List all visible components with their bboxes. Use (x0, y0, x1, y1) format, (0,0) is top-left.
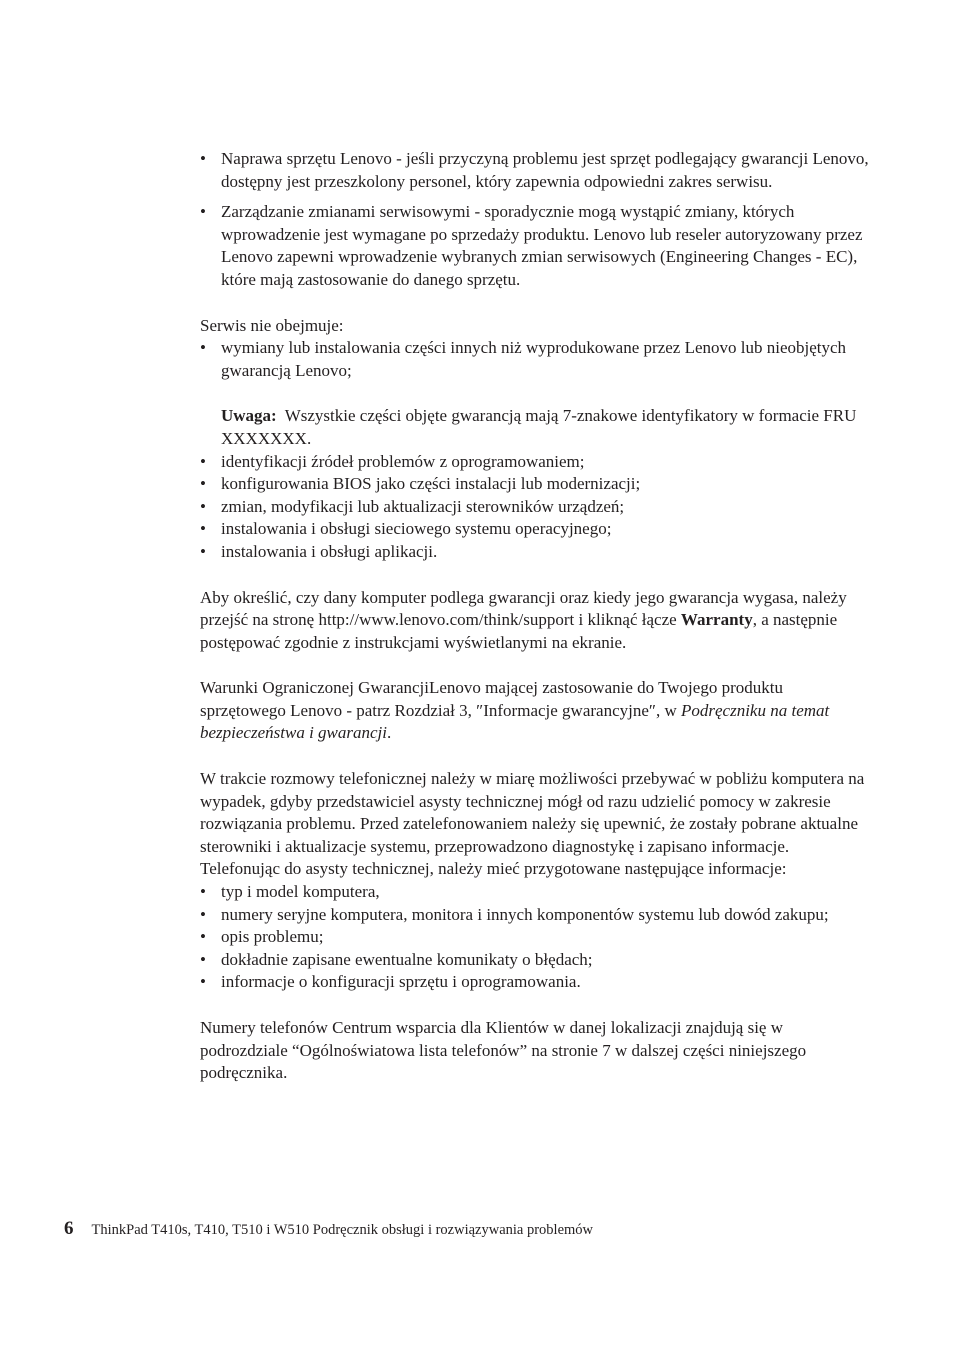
terms-text-after: . (386, 723, 392, 743)
list-item (200, 201, 872, 291)
not-covered-list (200, 451, 872, 564)
list-item (200, 337, 872, 382)
bullet-icon: • (200, 972, 206, 992)
list-item-text: dokładnie zapisane ewentualne komunikaty o błędach; (221, 949, 593, 969)
page-content (200, 148, 872, 1085)
list-item (200, 949, 872, 972)
bullet-icon: • (200, 882, 206, 902)
warranty-text-before: Aby określić, czy dany komputer podlega gwarancji oraz kiedy jego gwarancja wygasa, należy przejść na stronę http://www.lenovo.com/think/support i kliknąć łącze (200, 587, 847, 630)
terms-book-title: Podręczniku na temat bezpieczeństwa i gwarancji (200, 700, 830, 743)
bullet-icon: • (200, 474, 206, 494)
list-item (200, 518, 872, 541)
bullet-icon: • (200, 541, 206, 561)
list-item (200, 496, 872, 519)
bullet-icon: • (200, 519, 206, 539)
call-info-list (200, 881, 872, 994)
bullet-icon: • (200, 496, 206, 516)
warranty-text-after: , a następnie postępować zgodnie z instrukcjami wyświetlanymi na ekranie. (200, 610, 838, 652)
list-item (200, 148, 872, 193)
terms-paragraph (200, 677, 872, 745)
page-number: 6 (64, 1218, 74, 1239)
list-item (200, 904, 872, 927)
footer-title: ThinkPad T410s, T410, T510 i W510 Podręcznik obsługi i rozwiązywania problemów (91, 1222, 594, 1238)
list-item-text: typ i model komputera, (221, 882, 380, 902)
list-item-text: wymiany lub instalowania części innych niż wyprodukowane przez Lenovo lub nieobjętych gwarancją Lenovo; (221, 338, 847, 380)
note-label: Uwaga: (221, 406, 277, 426)
warranty-paragraph (200, 587, 872, 655)
list-item (200, 451, 872, 474)
list-item-text: identyfikacji źródeł problemów z oprogramowaniem; (221, 451, 585, 471)
bullet-icon: • (200, 927, 206, 947)
bullet-icon: • (200, 451, 206, 471)
not-covered-intro: Serwis nie obejmuje: (200, 315, 344, 335)
bullet-icon: • (200, 202, 206, 222)
note-text: Wszystkie części objęte gwarancją mają 7-znakowe identyfikatory w formacie FRU XXXXXXX. (221, 406, 857, 448)
list-item (200, 541, 872, 564)
phone-paragraph: Numery telefonów Centrum wsparcia dla Klientów w danej lokalizacji znajdują się w podrozdziale “Ogólnoświatowa lista telefonów” na stronie 7 w dalszej części niniejszego podręcznika. (200, 1018, 807, 1083)
list-item-text: Zarządzanie zmianami serwisowymi - sporadycznie mogą wystąpić zmiany, których wprowadzenie jest wymagane po sprzedaży produktu. Lenovo lub reseler autoryzowany przez Lenovo zapewni wprowadzenie wybranych zmian serwisowych (Engineering Changes - EC), które mają zastosowanie do danego sprzętu. (221, 202, 863, 289)
bullet-icon: • (200, 904, 206, 924)
list-item (200, 926, 872, 949)
bullet-icon: • (200, 949, 206, 969)
list-item-text: Naprawa sprzętu Lenovo - jeśli przyczyną problemu jest sprzęt podlegający gwarancji Lenovo, dostępny jest przeszkolony personel, który zapewnia odpowiedni zakres serwisu. (221, 149, 869, 191)
not-covered-list-first (200, 337, 872, 382)
list-item-text: numery seryjne komputera, monitora i innych komponentów systemu lub dowód zakupu; (221, 904, 829, 924)
list-item-text: instalowania i obsługi aplikacji. (221, 541, 438, 561)
list-item (200, 971, 872, 994)
list-item-text: opis problemu; (221, 927, 324, 947)
bullet-icon: • (200, 338, 206, 358)
note (200, 405, 872, 450)
terms-text-before: Warunki Ograniczonej GwarancjiLenovo mającej zastosowanie do Twojego produktu sprzętowego Lenovo - patrz Rozdział 3, ″Informacje gwarancyjne″, w (200, 678, 783, 720)
list-item (200, 473, 872, 496)
list-item-text: instalowania i obsługi sieciowego systemu operacyjnego; (221, 519, 612, 539)
call-paragraph: W trakcie rozmowy telefonicznej należy w miarę możliwości przebywać w pobliżu komputera na wypadek, gdyby przedstawiciel asysty technicznej mógł od razu udzielić pomocy w zakresie rozwiązania problemu. Przed zatelefonowaniem należy się upewnić, że zostały pobrane aktualne sterowniki i aktualizacje systemu, przeprowadzono diagnostykę i zapisano informacje. Telefonując do asysty technicznej, należy mieć przygotowane następujące informacje: (200, 769, 865, 879)
list-item-text: informacje o konfiguracji sprzętu i oprogramowania. (221, 972, 581, 992)
page-footer (64, 1218, 593, 1240)
list-item-text: konfigurowania BIOS jako części instalacji lub modernizacji; (221, 474, 641, 494)
service-list (200, 148, 872, 292)
bullet-icon: • (200, 149, 206, 168)
list-item (200, 881, 872, 904)
warranty-link-label: Warranty (680, 610, 753, 630)
list-item-text: zmian, modyfikacji lub aktualizacji sterowników urządzeń; (221, 496, 625, 516)
